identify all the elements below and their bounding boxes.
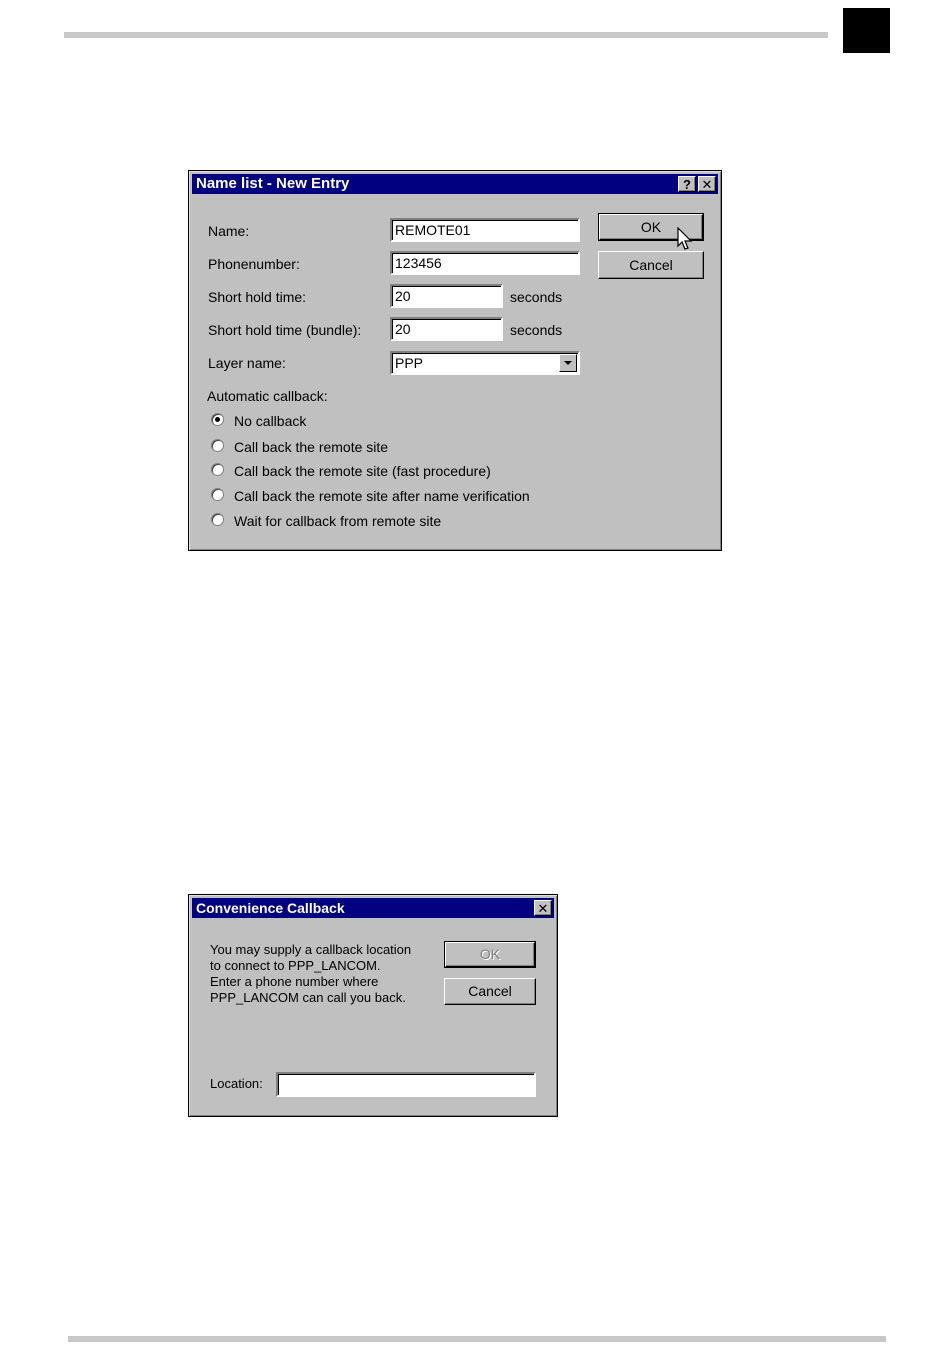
cancel-button[interactable]: Cancel	[444, 978, 536, 1005]
short-hold-bundle-label: Short hold time (bundle):	[208, 322, 362, 338]
dialog-title: Name list - New Entry	[196, 175, 350, 192]
message-line: Enter a phone number where	[210, 974, 379, 989]
bottom-rule	[68, 1336, 886, 1342]
phonenumber-label: Phonenumber:	[208, 256, 300, 272]
message-line: You may supply a callback location	[210, 942, 412, 957]
callback-message	[210, 942, 411, 1006]
name-input[interactable]: REMOTE01	[390, 218, 580, 242]
short-hold-bundle-unit: seconds	[510, 322, 563, 338]
radio-call-back-remote-label[interactable]: Call back the remote site	[234, 439, 389, 455]
short-hold-bundle-input[interactable]: 20	[390, 317, 503, 341]
page-tab-marker	[843, 8, 890, 53]
callback-group-label: Automatic callback:	[207, 388, 328, 404]
close-button[interactable]	[534, 900, 552, 916]
convenience-callback-dialog	[188, 894, 558, 1117]
dialog-title: Convenience Callback	[196, 900, 345, 916]
cancel-button[interactable]: Cancel	[598, 251, 704, 279]
radio-wait-callback[interactable]	[211, 513, 224, 526]
phonenumber-input[interactable]: 123456	[390, 251, 580, 275]
short-hold-label: Short hold time:	[208, 289, 307, 305]
close-icon: ✕	[701, 177, 713, 192]
location-label: Location:	[210, 1076, 263, 1091]
title-bar	[192, 174, 718, 194]
name-label: Name:	[208, 223, 250, 239]
layer-name-select[interactable]	[390, 351, 580, 375]
ok-button[interactable]: OK	[445, 942, 535, 967]
layer-name-label: Layer name:	[208, 355, 286, 371]
title-bar	[192, 898, 554, 918]
radio-call-back-fast-label[interactable]: Call back the remote site (fast procedure)	[234, 463, 491, 479]
radio-call-back-verify-label[interactable]: Call back the remote site after name verification	[234, 488, 530, 504]
close-icon: ✕	[537, 901, 549, 916]
message-line: PPP_LANCOM can call you back.	[210, 990, 406, 1005]
top-rule	[64, 32, 828, 38]
layer-name-value: PPP	[395, 355, 424, 371]
radio-call-back-verify[interactable]	[211, 488, 224, 501]
radio-no-callback-label[interactable]: No callback	[234, 413, 307, 429]
ok-button[interactable]: OK	[599, 214, 703, 240]
radio-no-callback[interactable]	[211, 413, 224, 426]
help-button[interactable]	[678, 176, 696, 192]
radio-call-back-remote[interactable]	[211, 439, 224, 452]
short-hold-unit: seconds	[510, 289, 563, 305]
name-list-dialog	[188, 170, 722, 551]
short-hold-input[interactable]: 20	[390, 284, 503, 308]
mouse-pointer-icon	[677, 227, 695, 253]
close-button[interactable]	[698, 176, 716, 192]
message-line: to connect to PPP_LANCOM.	[210, 958, 381, 973]
location-input[interactable]	[276, 1072, 536, 1097]
radio-call-back-fast[interactable]	[211, 463, 224, 476]
help-icon: ?	[683, 177, 691, 192]
chevron-down-icon[interactable]	[559, 354, 577, 372]
radio-wait-callback-label[interactable]: Wait for callback from remote site	[234, 513, 442, 529]
